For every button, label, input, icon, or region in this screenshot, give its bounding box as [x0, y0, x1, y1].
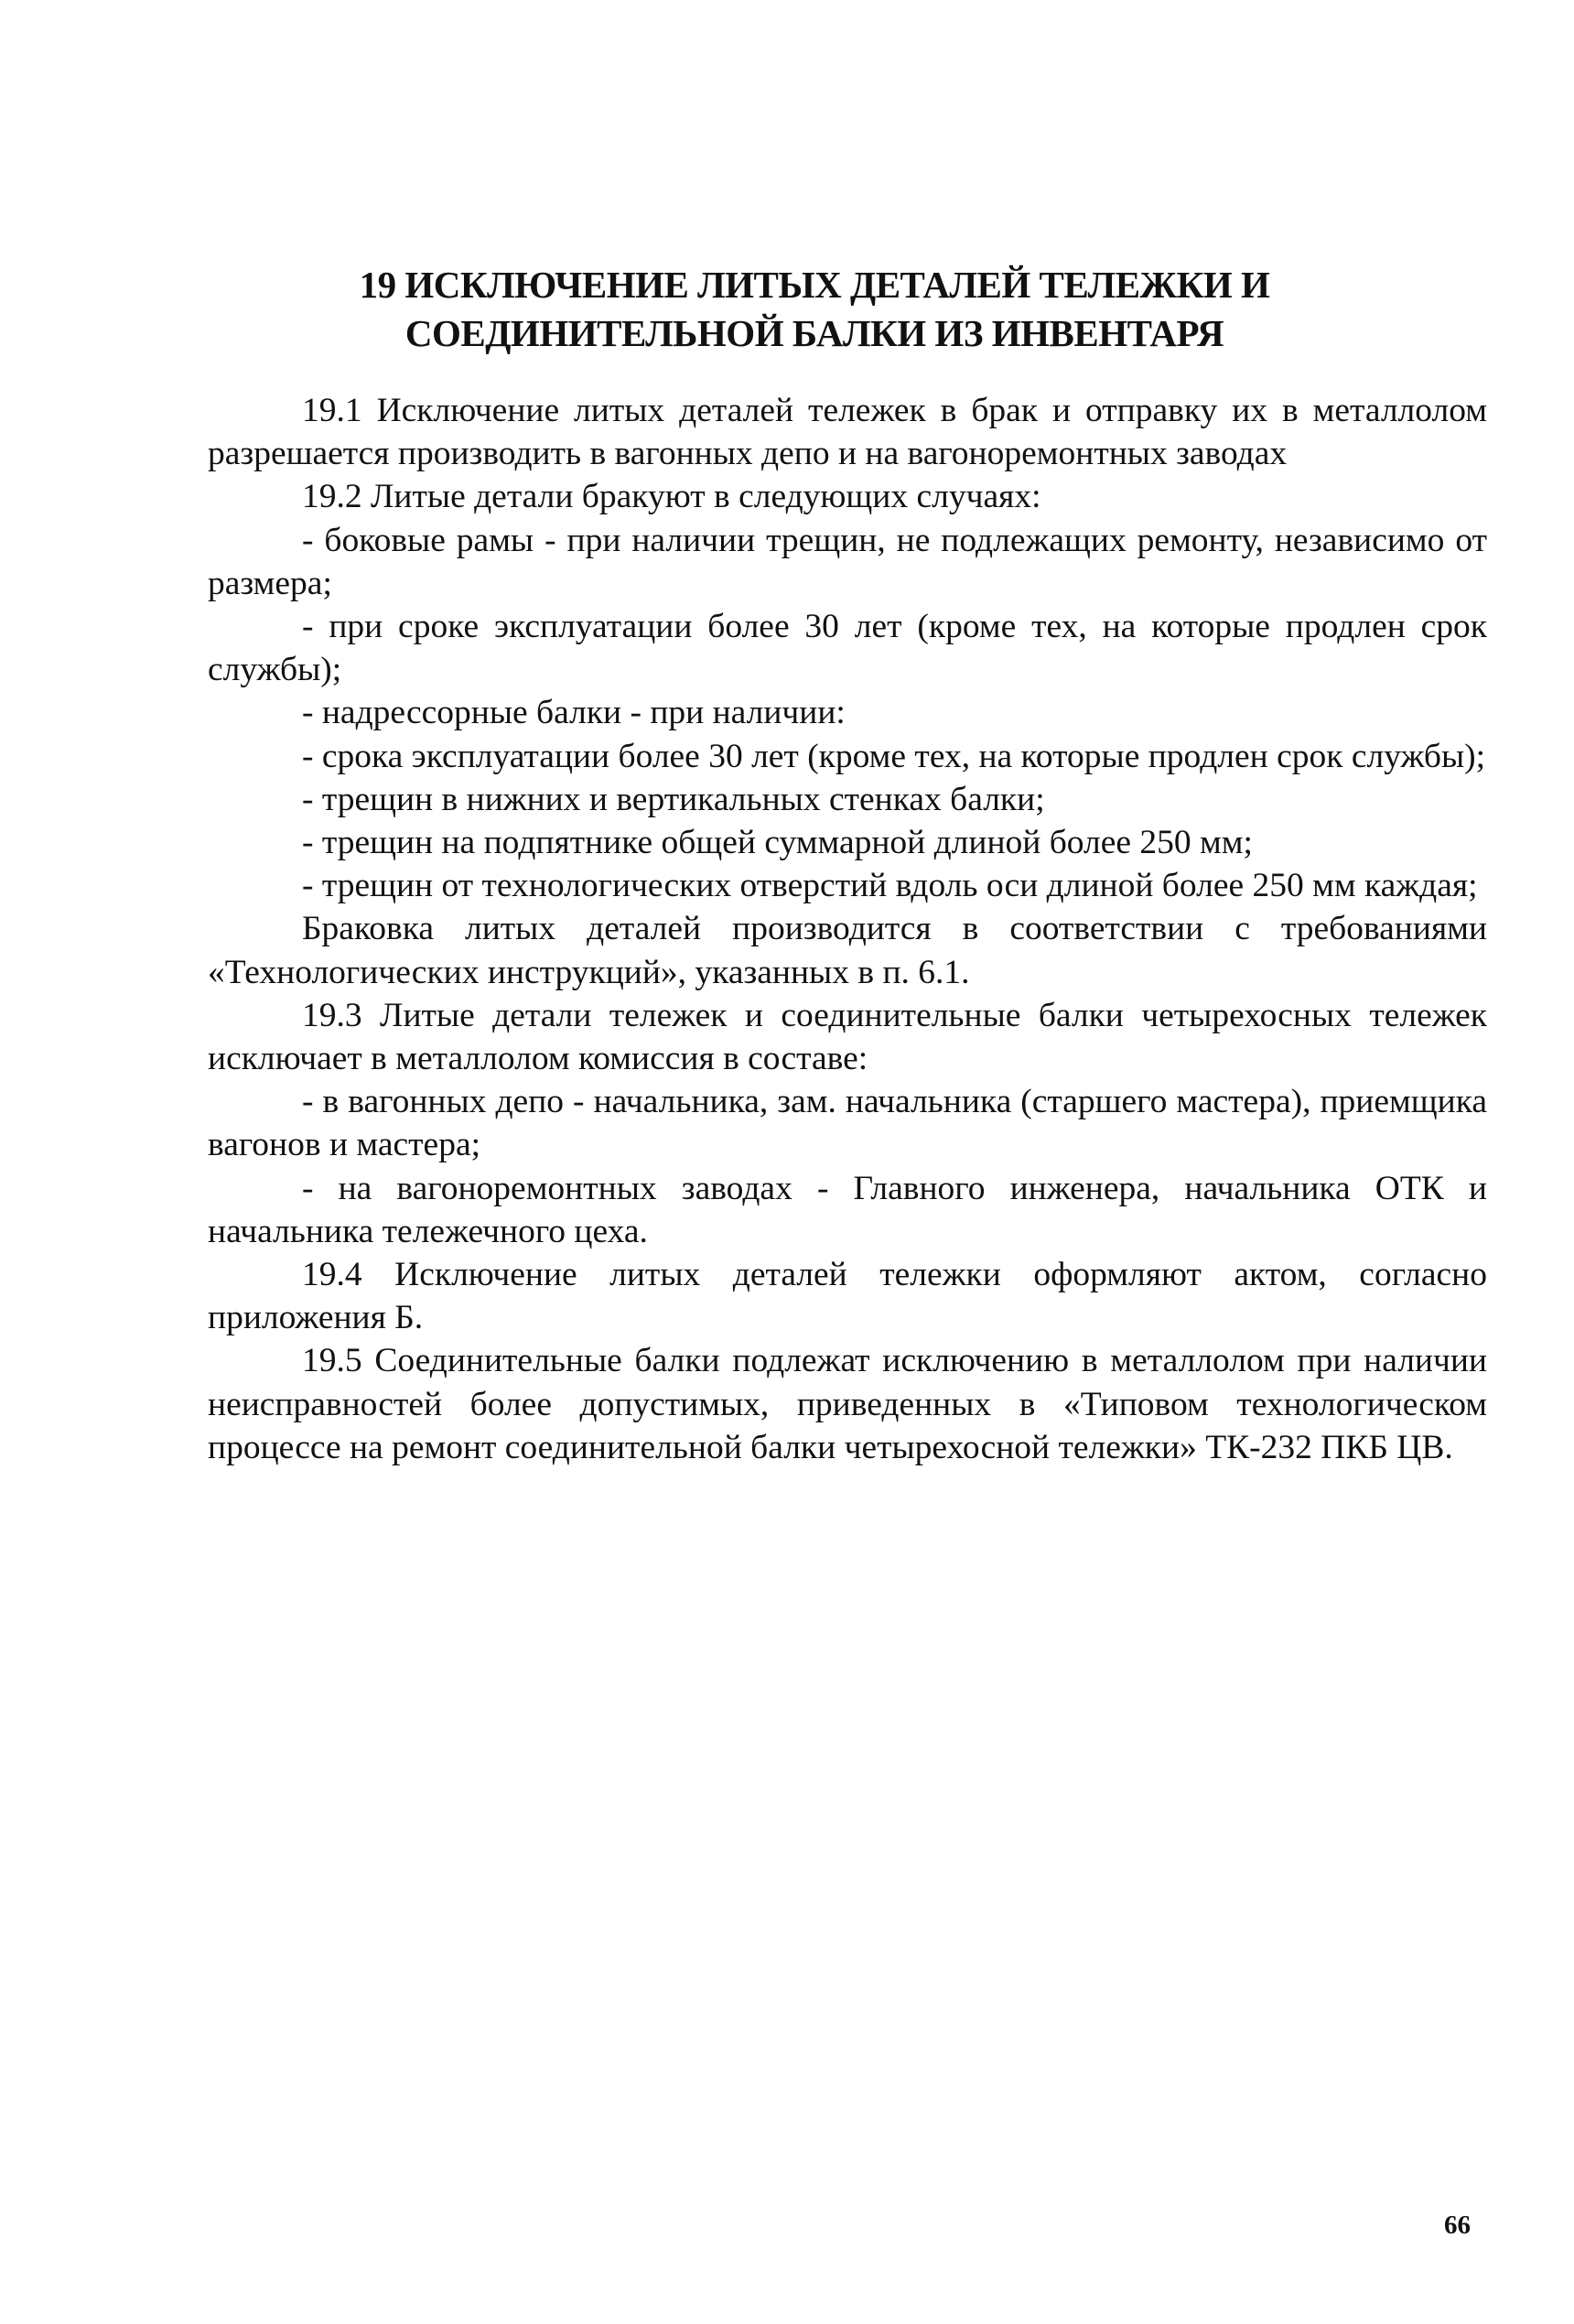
list-item-wall-cracks: - трещин в нижних и вертикальных стенках балки;	[302, 780, 1045, 818]
list-item-hole-cracks: - трещин от технологических отверстий вдоль оси длиной более 250 мм каждая;	[302, 867, 1478, 905]
paragraph-19-5: 19.5 Соединительные балки подлежат исключению в металлолом при наличии неисправностей более допустимых, приведенных в «Типовом технологическом процессе на ремонт соединительной балки четырехосной тележки» ТК-232 ПКБ ЦВ.	[208, 1342, 1487, 1466]
list-item-side-frames: - боковые рамы - при наличии трещин, не подлежащих ремонту, независимо от размера;	[208, 521, 1487, 602]
paragraph-rejection-note: Браковка литых деталей производится в соответствии с требованиями «Технологических инструкций», указанных в п. 6.1.	[208, 910, 1487, 991]
list-item-depot-commission: - в вагонных депо - начальника, зам. начальника (старшего мастера), приемщика вагонов и мастера;	[208, 1083, 1487, 1164]
page-number: 66	[1444, 2211, 1471, 2240]
paragraph-19-3: 19.3 Литые детали тележек и соединительные балки четырехосных тележек исключает в металлолом комиссия в составе:	[208, 996, 1487, 1078]
list-item-service-life: - при сроке эксплуатации более 30 лет (кроме тех, на которые продлен срок службы);	[208, 608, 1487, 689]
paragraph-19-4: 19.4 Исключение литых деталей тележки оформляют актом, согласно приложения Б.	[208, 1256, 1487, 1337]
list-item-center-plate-cracks: - трещин на подпятнике общей суммарной длиной более 250 мм;	[302, 824, 1253, 862]
list-item-bolster-service-life: - срока эксплуатации более 30 лет (кроме тех, на которые продлен срок службы);	[302, 737, 1486, 775]
paragraph-19-1: 19.1 Исключение литых деталей тележек в брак и отправку их в металлолом разрешается производить в вагонных депо и на вагоноремонтных заводах	[208, 392, 1487, 473]
paragraph-19-2: 19.2 Литые детали бракуют в следующих случаях:	[302, 478, 1041, 516]
list-item-plant-commission: - на вагоноремонтных заводах - Главного инженера, начальника ОТК и начальника тележечного цеха.	[208, 1169, 1487, 1250]
heading-line-1: 19 ИСКЛЮЧЕНИЕ ЛИТЫХ ДЕТАЛЕЙ ТЕЛЕЖКИ И	[359, 264, 1270, 306]
list-item-bolsters: - надрессорные балки - при наличии:	[302, 694, 846, 732]
heading-line-2: СОЕДИНИТЕЛЬНОЙ БАЛКИ ИЗ ИНВЕНТАРЯ	[404, 312, 1224, 354]
body-text	[208, 389, 1487, 1469]
section-heading	[275, 261, 1354, 358]
